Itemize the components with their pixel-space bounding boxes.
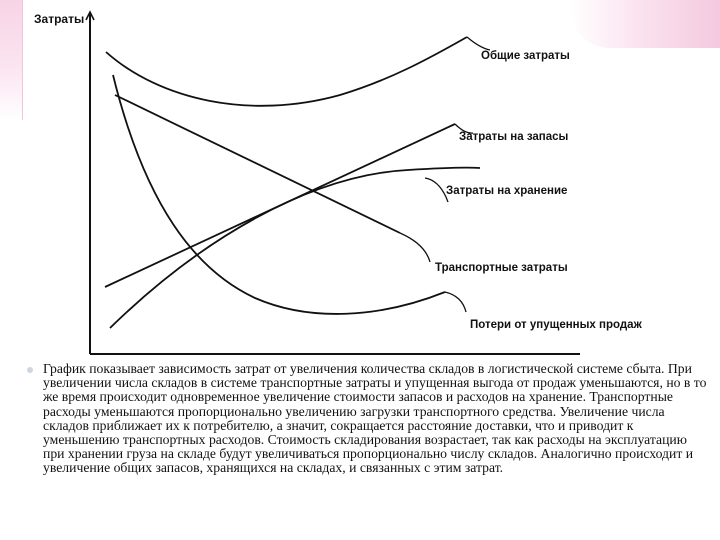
leader-transport-cost [400,233,430,262]
cost-diagram [20,0,642,362]
curve-lost-sales [113,75,445,314]
label-storage-cost: Затраты на хранение [446,185,568,197]
label-transport-cost: Транспортные затраты [435,262,568,274]
leader-total-cost [467,37,490,50]
description-block [27,362,707,476]
label-total-cost: Общие затраты [481,50,570,62]
cost-diagram-svg [20,0,642,362]
bullet-icon [27,367,33,373]
curve-storage-cost [110,168,480,328]
label-inventory-cost: Затраты на запасы [459,131,569,143]
leader-storage-cost [425,178,448,202]
y-axis-label: Затраты [34,12,85,26]
curve-total-cost [106,37,467,106]
label-lost-sales: Потери от упущенных продаж [470,319,642,331]
description-paragraph: График показывает зависимость затрат от увеличения количества складов в логистической системе сбыта. При увеличении числа складов в системе транспортные затраты и упущенная выгода от продаж уменьшаются, но в то же время происходит одновременное увеличение стоимости запасов и расходов на хранение. Транспортные расходы уменьшаются пропорционально увеличению загрузки транспортного средства. Увеличение числа складов приближает их к потребителю, а значит, сокращается расстояние доставки, что и приводит к уменьшению транспортных расходов. Стоимость складирования возрастает, так как расходы на эксплуатацию при хранении груза на складе будут увеличиваться пропорционально числу складов. Аналогично происходит и увеличение общих запасов, хранящихся на складах, и связанных с этим затрат. [43,361,707,476]
curve-transport-cost [115,95,400,233]
leader-lost-sales [445,292,466,312]
